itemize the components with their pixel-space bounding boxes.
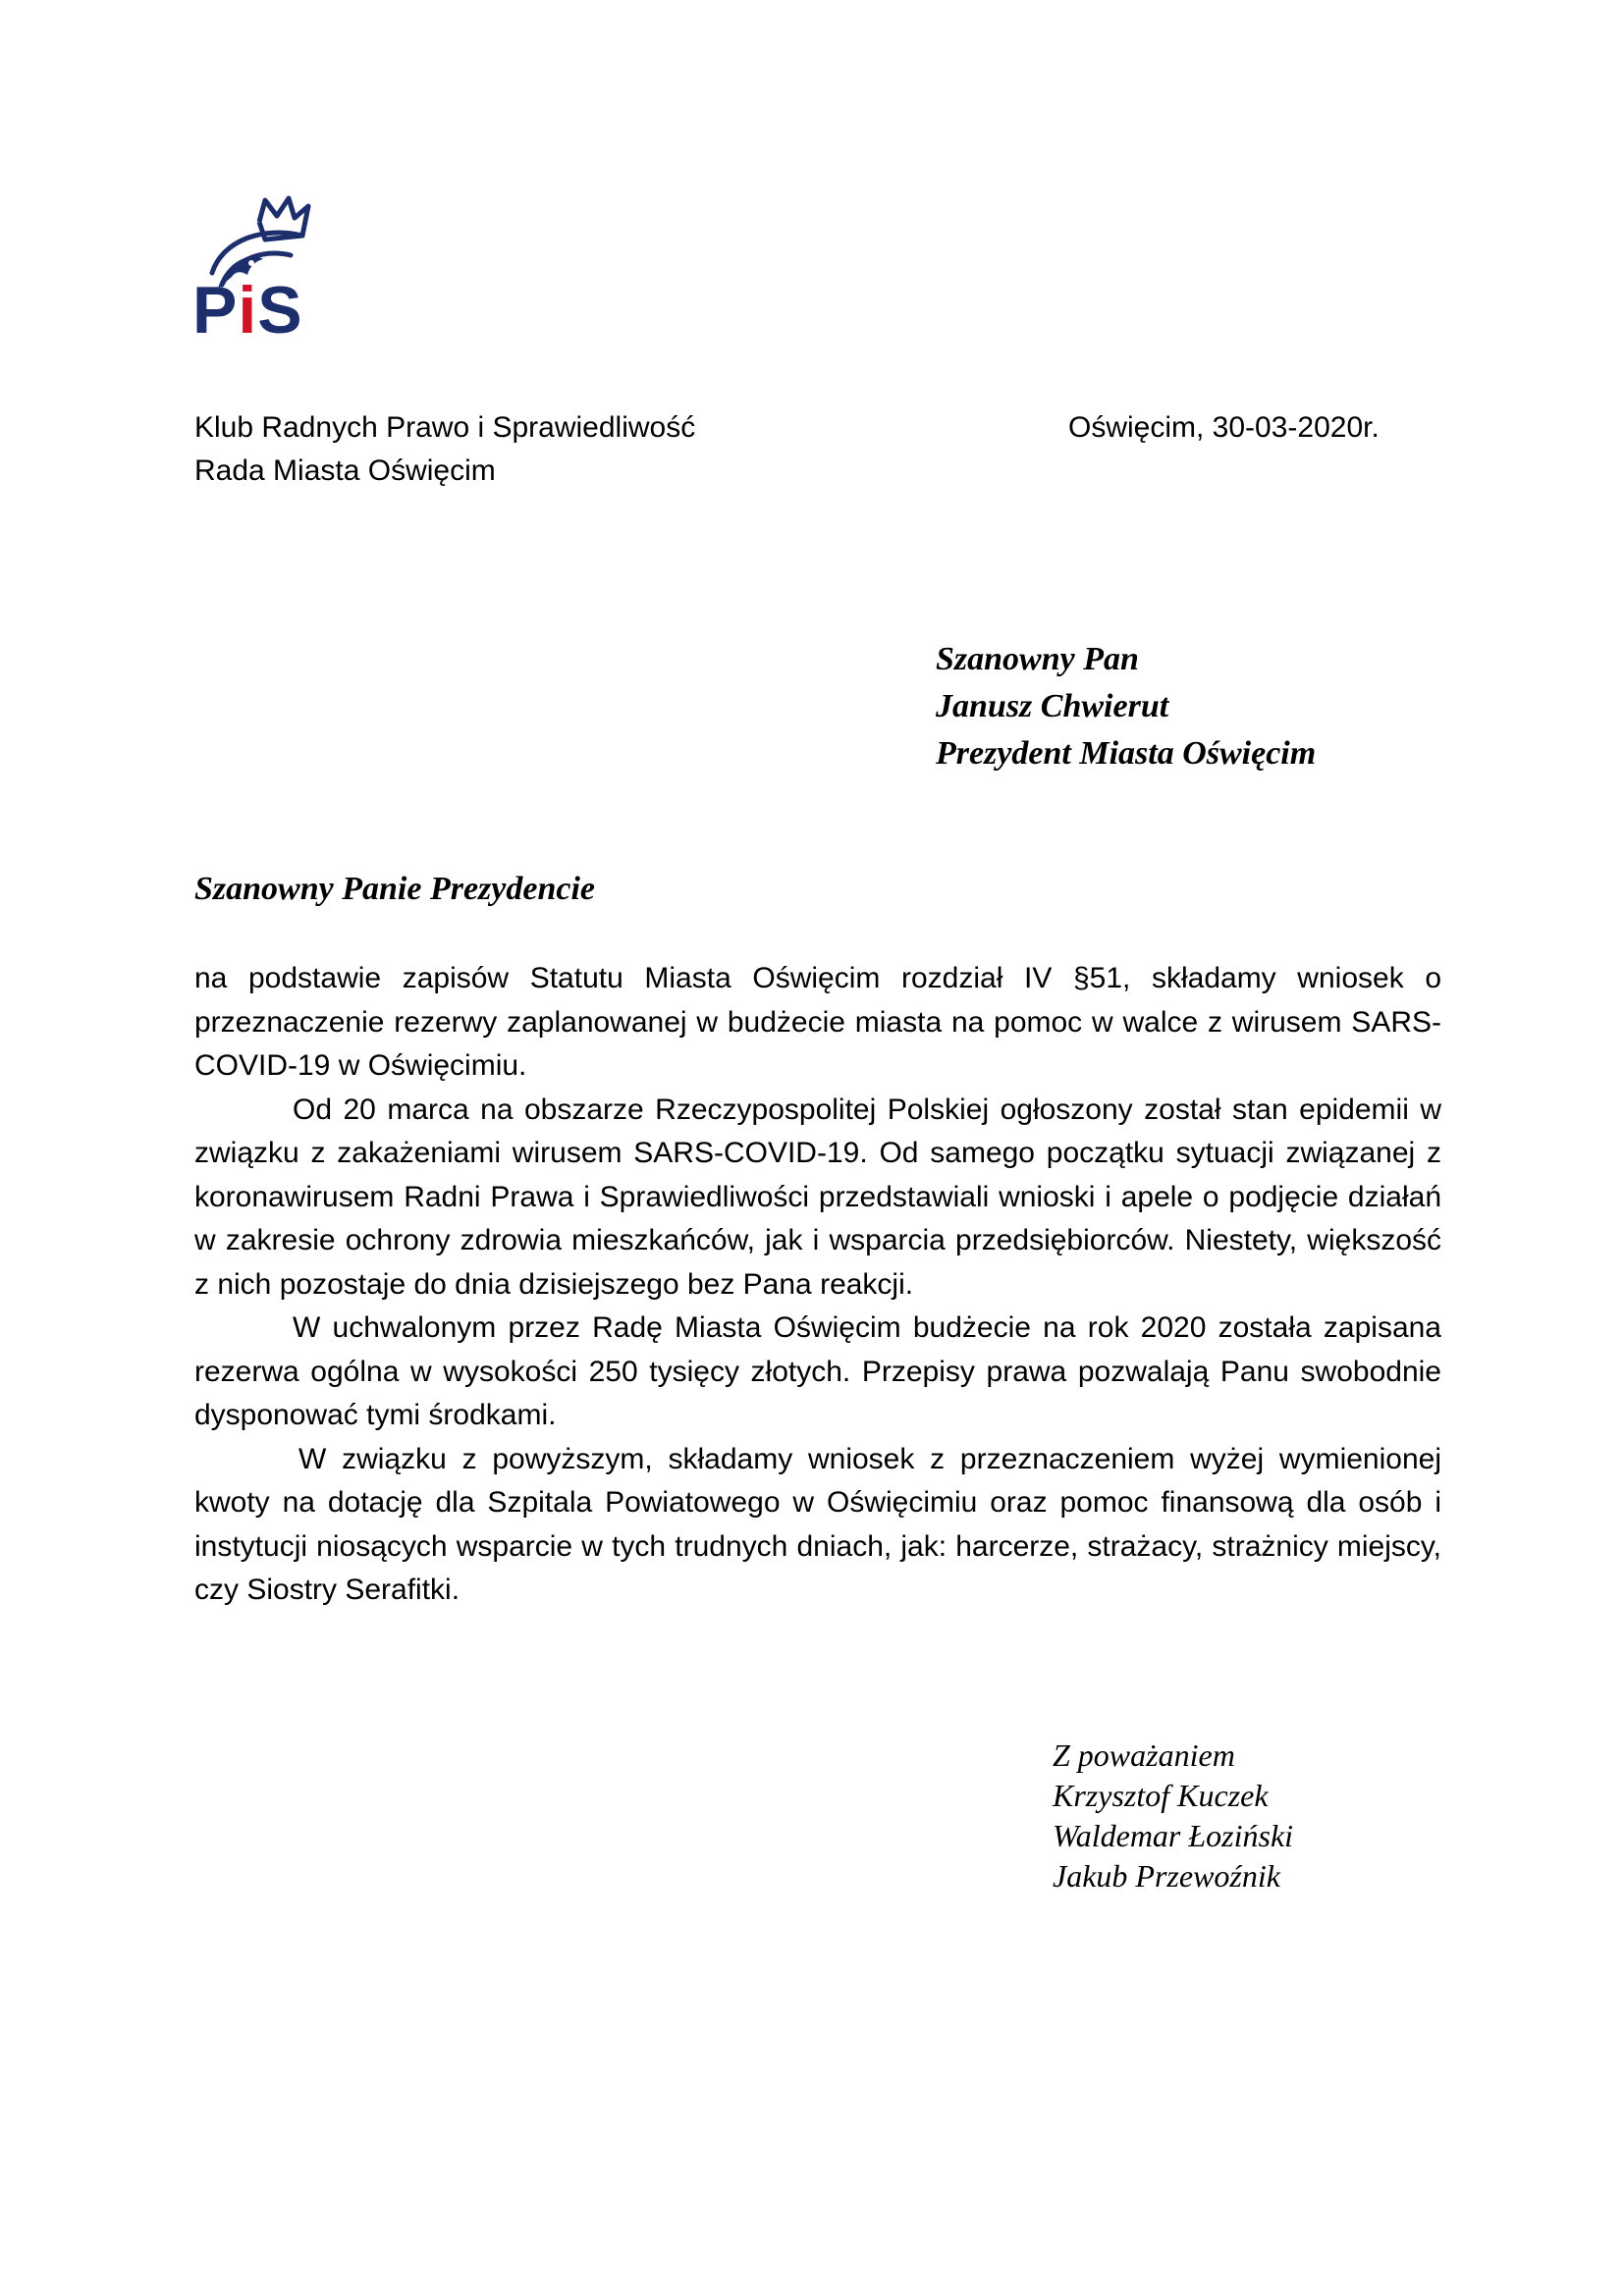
sender-name: Klub Radnych Prawo i Sprawiedliwość bbox=[194, 411, 696, 444]
salutation: Szanowny Panie Prezydencie bbox=[194, 871, 595, 907]
recipient-greeting: Szanowny Pan bbox=[936, 641, 1139, 677]
signatory-1: Krzysztof Kuczek bbox=[1053, 1778, 1269, 1813]
body-paragraph-3: W uchwalonym przez Radę Miasta Oświęcim budżecie na rok 2020 została zapisana rezerwa ogólna w wysokości 250 tysięcy złotych. Przepisy prawa pozwalają Panu swobodnie dysponować tymi środkami. bbox=[194, 1311, 1441, 1431]
recipient-block bbox=[936, 636, 1316, 777]
signatory-2: Waldemar Łoziński bbox=[1053, 1818, 1294, 1853]
recipient-name: Janusz Chwierut bbox=[936, 688, 1169, 724]
letter-date: Oświęcim, 30-03-2020r. bbox=[1068, 411, 1380, 444]
body-paragraph-4: W związku z powyższym, składamy wniosek z przeznaczeniem wyżej wymienionej kwoty na dotację dla Szpitala Powiatowego w Oświęcimiu oraz pomoc finansową dla osób i instytucji niosących wsparcie w tych trudnych dniach, jak: harcerze, strażacy, strażnicy miejscy, czy Siostry Serafitki. bbox=[194, 1442, 1441, 1606]
body-paragraph-2: Od 20 marca na obszarze Rzeczypospolitej Polskiej ogłoszony został stan epidemii w związku z zakażeniami wirusem SARS-COVID-19. Od samego początku sytuacji związanej z koronawirusem Radni Prawa i Sprawiedliwości przedstawiali wnioski i apele o podjęcie działań w zakresie ochrony zdrowia mieszkańców, jak i wsparcia przedsiębiorców. Niestety, większość z nich pozostaje do dnia dzisiejszego bez Pana reakcji. bbox=[194, 1093, 1441, 1301]
logo-letter-s: S bbox=[257, 273, 303, 347]
party-logo bbox=[192, 192, 340, 349]
recipient-title: Prezydent Miasta Oświęcim bbox=[936, 735, 1317, 772]
logo-letter-i: i bbox=[238, 273, 258, 347]
letter-body bbox=[194, 957, 1441, 1613]
sender-council: Rada Miasta Oświęcim bbox=[194, 454, 496, 487]
sender-block bbox=[194, 406, 695, 493]
signatory-3: Jakub Przewoźnik bbox=[1053, 1858, 1280, 1894]
logo-letter-p: P bbox=[192, 273, 239, 347]
body-paragraph-1: na podstawie zapisów Statutu Miasta Oświęcim rozdział IV §51, składamy wniosek o przeznaczenie rezerwy zaplanowanej w budżecie miasta na pomoc w walce z wirusem SARS-COVID-19 w Oświęcimiu. bbox=[194, 962, 1441, 1082]
closing-block bbox=[1053, 1735, 1293, 1896]
logo-wordmark bbox=[192, 273, 340, 347]
closing-phrase: Z poważaniem bbox=[1053, 1737, 1235, 1773]
